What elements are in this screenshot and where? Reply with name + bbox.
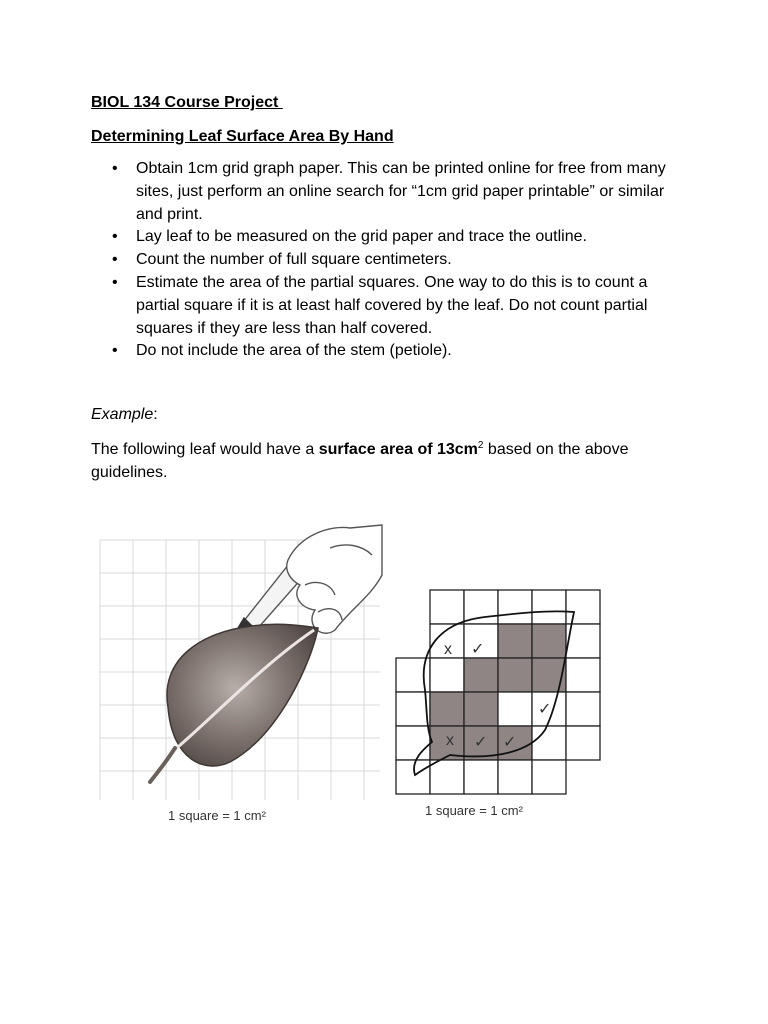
check-mark: ✓ bbox=[474, 734, 488, 751]
x-mark: x bbox=[446, 732, 454, 749]
full-square-cell bbox=[498, 624, 532, 658]
left-caption: 1 square = 1 cm² bbox=[168, 808, 266, 823]
grid-cell bbox=[532, 760, 566, 794]
list-item: • Lay leaf to be measured on the grid paper and trace the outline. bbox=[91, 226, 691, 249]
section-heading: Determining Leaf Surface Area By Hand bbox=[91, 128, 394, 145]
right-caption: 1 square = 1 cm² bbox=[425, 803, 523, 818]
list-item: • Obtain 1cm grid graph paper. This can be printed online for free from many sites, just perform an online search for “1cm grid paper printable” or similar and print. bbox=[91, 158, 691, 226]
grid-cell bbox=[430, 760, 464, 794]
list-item: • Count the number of full square centimeters. bbox=[91, 249, 691, 272]
full-square-cell bbox=[464, 658, 498, 692]
grid-cell bbox=[532, 726, 566, 760]
full-square-cell bbox=[430, 692, 464, 726]
grid-cell bbox=[396, 726, 430, 760]
paragraph-before: The following leaf would have a bbox=[91, 441, 319, 458]
paragraph-sup: 2 bbox=[477, 440, 484, 451]
grid-cell bbox=[430, 658, 464, 692]
counting-grid bbox=[396, 590, 600, 794]
grid-cell bbox=[532, 590, 566, 624]
course-title: BIOL 134 Course Project bbox=[91, 94, 283, 111]
grid-cell bbox=[430, 590, 464, 624]
paragraph-after: based on the above guidelines. bbox=[91, 441, 629, 481]
check-mark: ✓ bbox=[471, 641, 485, 658]
grid-cell bbox=[498, 692, 532, 726]
leaf-drawing bbox=[150, 624, 318, 782]
grid-cell bbox=[464, 760, 498, 794]
check-mark: ✓ bbox=[538, 701, 552, 718]
list-item: • Do not include the area of the stem (petiole). bbox=[91, 340, 691, 363]
x-mark: x bbox=[444, 641, 452, 658]
hand-with-pencil-icon bbox=[238, 525, 382, 633]
grid-cell bbox=[566, 590, 600, 624]
grid-cell bbox=[396, 760, 430, 794]
full-square-cell bbox=[498, 658, 532, 692]
grid-cell bbox=[566, 726, 600, 760]
grid-cell bbox=[566, 658, 600, 692]
example-label: Example bbox=[91, 406, 154, 423]
grid-cell bbox=[566, 692, 600, 726]
full-square-cell bbox=[532, 658, 566, 692]
grid-cell bbox=[498, 590, 532, 624]
list-item: • Estimate the area of the partial squares. One way to do this is to count a partial square if it is at least half covered by the leaf. Do not count partial squares if they are less than half covered. bbox=[91, 272, 691, 340]
grid-cell bbox=[498, 760, 532, 794]
check-mark: ✓ bbox=[503, 734, 517, 751]
paragraph-bold: surface area of 13cm bbox=[318, 441, 478, 458]
example-colon: : bbox=[153, 406, 158, 423]
full-square-cell bbox=[464, 692, 498, 726]
full-square-cell bbox=[532, 624, 566, 658]
grid-cell bbox=[464, 590, 498, 624]
